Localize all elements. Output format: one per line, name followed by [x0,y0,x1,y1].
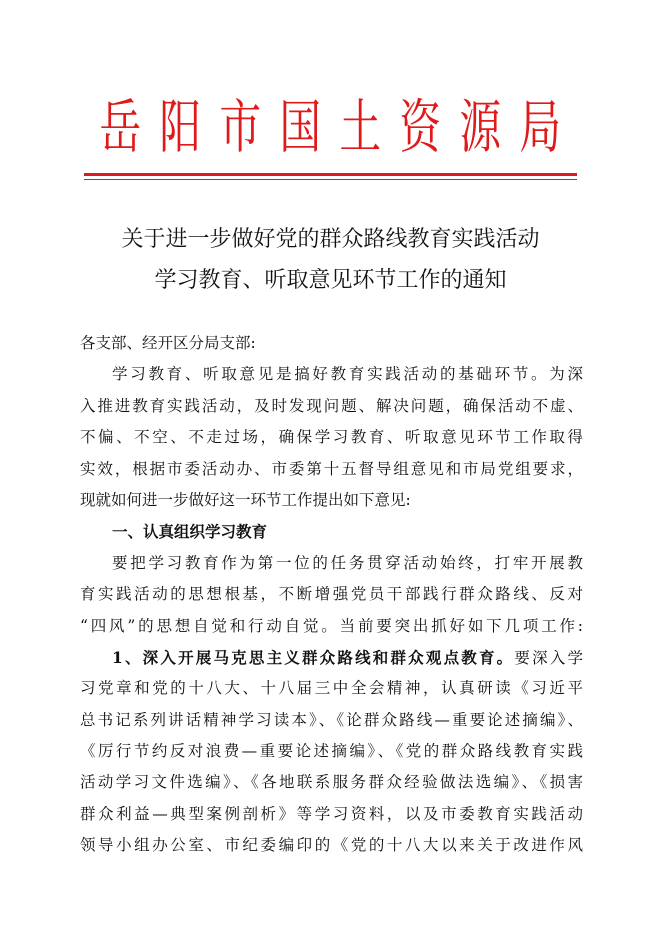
section-heading: 一、认真组织学习教育 [112,522,268,542]
paragraph-line: 活动学习文件选编》、《各地联系服务群众经验做法选编》、《损害 [80,773,583,792]
paragraph-line: 要把学习教育作为第一位的任务贯穿活动始终，打牢开展教 [112,553,583,572]
paragraph-line: 群众利益—典型案例剖析》等学习资料，以及市委教育实践活动 [80,804,583,823]
paragraph-line [80,642,583,673]
document-title-line-2: 学习教育、听取意见环节工作的通知 [154,268,507,293]
masthead-divider-thin [84,179,577,180]
paragraph-line: 《厉行节约反对浪费—重要论述摘编》、《党的群众路线教育实践 [80,742,583,761]
masthead-char: 局 [518,93,570,161]
masthead-char: 源 [458,93,510,161]
document-body [80,328,583,862]
document-title-line-1: 关于进一步做好党的群众路线教育实践活动 [121,227,540,252]
paragraph-line: 总书记系列讲话精神学习读本》、《论群众路线—重要论述摘编》、 [80,710,583,729]
item-text: 要深入学 [514,648,583,667]
paragraph-line: 现就如何进一步做好这一环节工作提出如下意见: [80,490,411,509]
masthead-char: 阳 [158,93,210,161]
paragraph-line: “四风”的思想自觉和行动自觉。当前要突出抓好如下几项工作: [80,616,583,635]
masthead-char: 资 [398,93,450,161]
paragraph-line: 领导小组办公室、市纪委编印的《党的十八大以来关于改进作风 [80,836,583,855]
salutation: 各支部、经开区分局支部: [80,334,256,352]
paragraph-line: 习党章和党的十八大、十八届三中全会精神，认真研读《习近平 [80,679,583,698]
masthead-char: 国 [278,93,330,161]
paragraph-line: 学习教育、听取意见是搞好教育实践活动的基础环节。为深 [112,365,583,384]
item-heading: 1、深入开展马克思主义群众路线和群众观点教育。 [112,647,515,667]
paragraph-line: 不偏、不空、不走过场，确保学习教育、听取意见环节工作取得 [80,428,583,447]
masthead-char: 土 [338,93,390,161]
paragraph-line: 入推进教育实践活动，及时发现问题、解决问题，确保活动不虚、 [80,396,583,415]
paragraph-line: 实效，根据市委活动办、市委第十五督导组意见和市局党组要求， [80,459,583,478]
masthead-char: 市 [218,93,270,161]
org-masthead [0,92,661,162]
paragraph-line: 育实践活动的思想根基，不断增强党员干部践行群众路线、反对 [80,585,583,604]
masthead-divider-thick [84,173,577,176]
masthead-char: 岳 [98,93,150,161]
